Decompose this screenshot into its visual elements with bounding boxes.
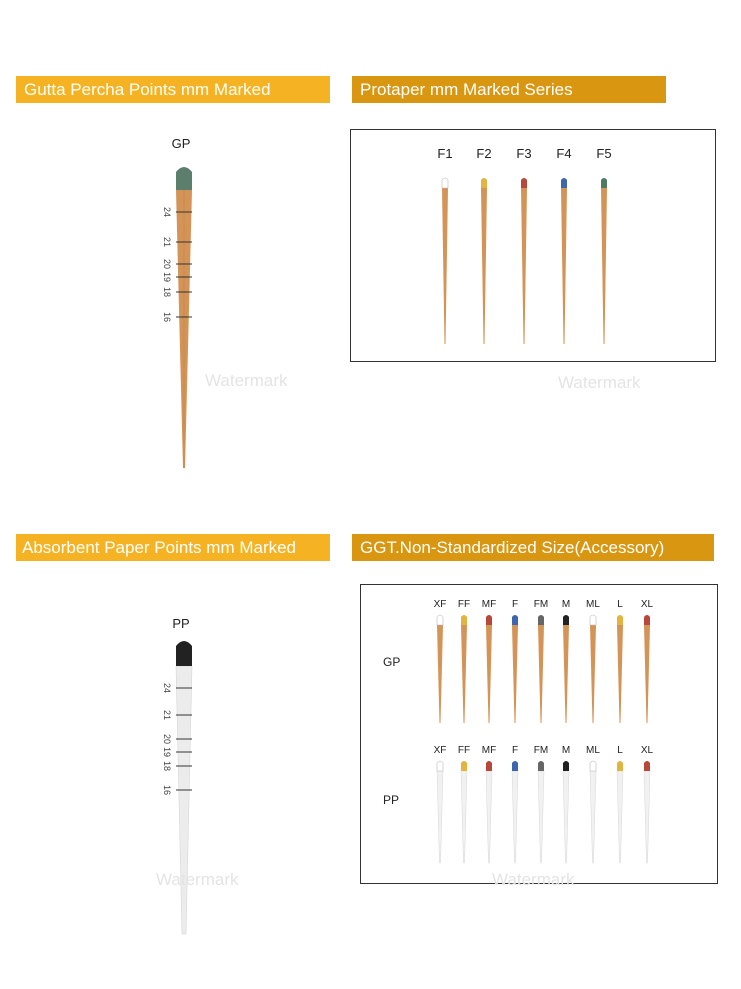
ggt-pp-size-label: ML (586, 745, 600, 756)
ggt-pp-point-xl (641, 759, 653, 867)
ggt-pp-point-mf (483, 759, 495, 867)
ggt-gp-point-xf (434, 613, 446, 727)
protaper-item-label: F2 (476, 146, 492, 161)
pp-mark-label: 16 (162, 784, 172, 796)
protaper-item-label: F3 (516, 146, 532, 161)
ggt-pp-size-label: L (617, 745, 623, 756)
gp-mark-label: 19 (162, 271, 172, 283)
protaper-watermark: Watermark (558, 373, 641, 392)
gp-mark-label: 21 (162, 236, 172, 248)
ggt-panel (360, 584, 718, 884)
ggt-gp-point-f (509, 613, 521, 727)
pp-section-banner (16, 534, 330, 561)
protaper-file-f3 (518, 176, 530, 348)
gp-mark-label: 24 (162, 206, 172, 218)
gp-point-tip (176, 167, 192, 190)
ggt-gp-point-l (614, 613, 626, 727)
ggt-gp-point-ml (587, 613, 599, 727)
ggt-pp-size-label: F (511, 745, 519, 756)
ggt-gp-point-mf (483, 613, 495, 727)
ggt-gp-size-label: MF (481, 599, 497, 610)
protaper-section-banner (352, 76, 666, 103)
gp-point-label: GP (171, 136, 191, 151)
protaper-item-label: F4 (556, 146, 572, 161)
ggt-gp-size-label: L (617, 599, 623, 610)
ggt-gp-size-label: ML (586, 599, 600, 610)
protaper-file-f1 (439, 176, 451, 348)
ggt-gp-size-label: FM (533, 599, 549, 610)
ggt-gp-size-label: XL (640, 599, 654, 610)
protaper-panel (350, 129, 716, 362)
ggt-pp-size-label: XF (433, 745, 447, 756)
ggt-gp-size-label: XF (433, 599, 447, 610)
pp-mark-label: 20 (162, 733, 172, 745)
pp-mark-label: 19 (162, 746, 172, 758)
ggt-section-banner (352, 534, 714, 561)
ggt-row-gp-label: GP (383, 655, 401, 669)
ggt-pp-size-label: FM (533, 745, 549, 756)
pp-mark-label: 21 (162, 709, 172, 721)
gp-section-title: Gutta Percha Points mm Marked (24, 80, 271, 99)
pp-mark-label: 18 (162, 760, 172, 772)
gp-mark-label: 20 (162, 258, 172, 270)
ggt-pp-point-xf (434, 759, 446, 867)
ggt-pp-size-label: XL (640, 745, 654, 756)
gp-point-illustration (150, 160, 210, 472)
ggt-pp-point-f (509, 759, 521, 867)
pp-point-tip (176, 641, 192, 666)
ggt-gp-point-fm (535, 613, 547, 727)
pp-point-label: PP (172, 616, 190, 631)
ggt-pp-point-m (560, 759, 572, 867)
ggt-watermark: Watermark (492, 870, 575, 889)
ggt-pp-point-ff (458, 759, 470, 867)
ggt-pp-size-label: M (561, 745, 571, 756)
ggt-gp-size-label: FF (457, 599, 471, 610)
protaper-section-title: Protaper mm Marked Series (360, 80, 573, 99)
gp-watermark: Watermark (205, 371, 288, 390)
pp-point-illustration (150, 636, 210, 938)
ggt-gp-point-ff (458, 613, 470, 727)
ggt-gp-point-xl (641, 613, 653, 727)
gp-section-banner (16, 76, 330, 103)
ggt-pp-point-fm (535, 759, 547, 867)
protaper-file-f5 (598, 176, 610, 348)
ggt-pp-point-l (614, 759, 626, 867)
ggt-gp-size-label: F (511, 599, 519, 610)
ggt-pp-point-ml (587, 759, 599, 867)
ggt-section-title: GGT.Non-Standardized Size(Accessory) (360, 538, 665, 557)
pp-point-shaft (176, 666, 192, 934)
ggt-gp-point-m (560, 613, 572, 727)
ggt-gp-size-label: M (561, 599, 571, 610)
pp-mark-label: 24 (162, 682, 172, 694)
ggt-pp-size-label: FF (457, 745, 471, 756)
protaper-item-label: F5 (596, 146, 612, 161)
ggt-pp-size-label: MF (481, 745, 497, 756)
gp-mark-label: 16 (162, 311, 172, 323)
protaper-item-label: F1 (437, 146, 453, 161)
pp-watermark: Watermark (156, 870, 239, 889)
ggt-row-pp-label: PP (383, 793, 400, 807)
pp-section-title: Absorbent Paper Points mm Marked (22, 538, 297, 557)
gp-mark-label: 18 (162, 286, 172, 298)
protaper-file-f2 (478, 176, 490, 348)
protaper-file-f4 (558, 176, 570, 348)
